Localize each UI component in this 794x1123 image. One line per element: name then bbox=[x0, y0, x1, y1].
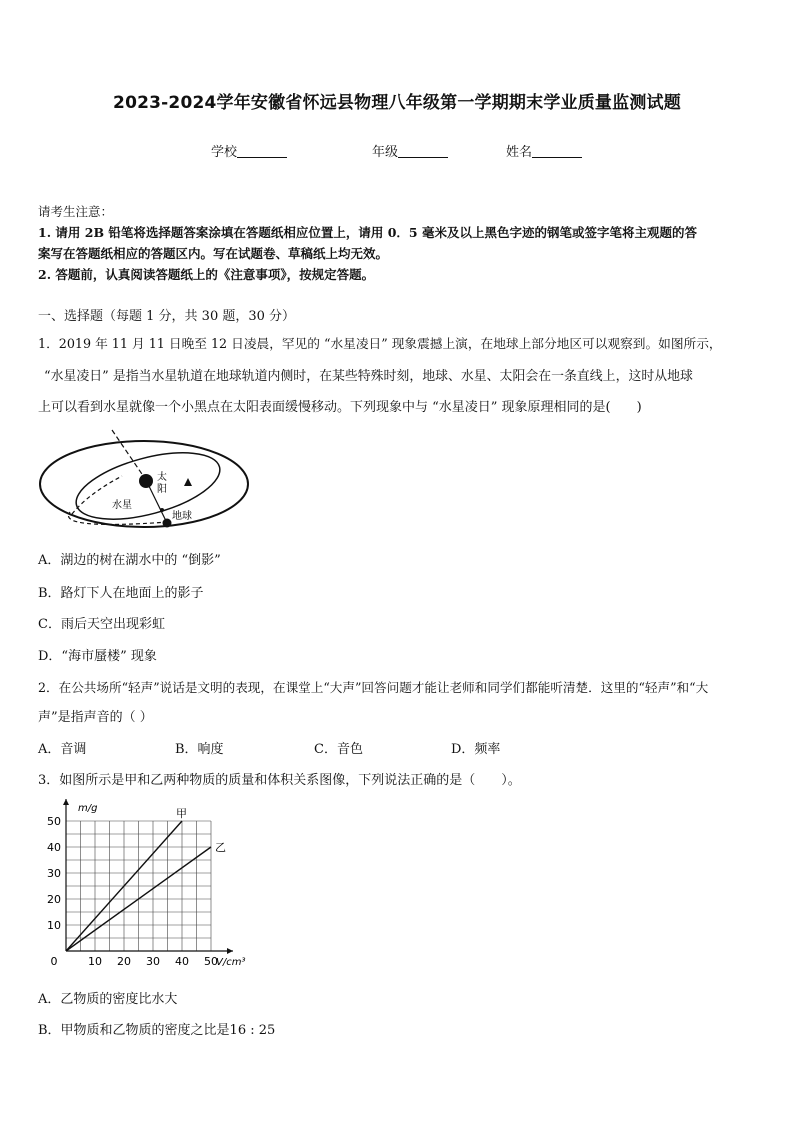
q1-option-a[interactable]: A．湖边的树在湖水中的 “倒影” bbox=[38, 553, 221, 568]
q2-option-c[interactable]: C．音色 bbox=[314, 742, 363, 757]
school-label: 学校 bbox=[211, 145, 238, 160]
y-tick-label: 20 bbox=[47, 893, 61, 906]
mercury-label: 水星 bbox=[112, 500, 132, 511]
earth-label: 地球 bbox=[172, 511, 192, 522]
grade-label: 年级 bbox=[372, 145, 399, 160]
series-label-jia: 甲 bbox=[176, 807, 187, 820]
orbit-diagram bbox=[36, 428, 256, 536]
alignment-line-upper bbox=[112, 430, 146, 480]
school-field bbox=[211, 141, 287, 160]
earth bbox=[163, 519, 172, 528]
y-tick-label: 50 bbox=[47, 815, 61, 828]
sun-label-1: 太 bbox=[157, 472, 167, 483]
notice-line-1: 1. 请用 2B 铅笔将选择题答案涂填在答题纸相应位置上，请用 0．5 毫米及以上黑色字迹的钢笔或签字笔将主观题的答 bbox=[38, 225, 697, 240]
q2-line-2: 声”是指声音的（ ） bbox=[38, 710, 153, 725]
y-axis-label: m/g bbox=[78, 803, 98, 814]
grade-field bbox=[372, 141, 448, 160]
sun-label-2: 阳 bbox=[157, 484, 167, 495]
name-field bbox=[506, 141, 582, 160]
y-tick-label: 10 bbox=[47, 919, 61, 932]
x-axis-arrow bbox=[227, 948, 233, 954]
x-tick-label: 0 bbox=[50, 955, 58, 968]
x-axis-label: V/cm³ bbox=[216, 957, 246, 968]
page-title: 2023-2024学年安徽省怀远县物理八年级第一学期期末学业质量监测试题 bbox=[113, 93, 681, 113]
q1-line-2: “水星凌日” 是指当水星轨道在地球轨道内侧时，在某些特殊时刻，地球、水星、太阳会在一条直线上，这时从地球 bbox=[44, 369, 693, 384]
section-heading: 一、选择题（每题 1 分，共 30 题，30 分） bbox=[38, 309, 296, 324]
mass-volume-chart bbox=[36, 798, 276, 976]
q1-option-b[interactable]: B．路灯下人在地面上的影子 bbox=[38, 586, 204, 601]
x-tick-label: 20 bbox=[117, 955, 131, 968]
q2-option-b[interactable]: B．响度 bbox=[175, 742, 224, 757]
q1-option-d[interactable]: D．“海市蜃楼” 现象 bbox=[38, 649, 157, 664]
notice-line-2: 案写在答题纸相应的答题区内。写在试题卷、草稿纸上均无效。 bbox=[38, 246, 389, 261]
mercury-dot bbox=[160, 508, 164, 512]
y-tick-label: 30 bbox=[47, 867, 61, 880]
sun bbox=[139, 474, 153, 488]
q2-line-1: 2．在公共场所“轻声”说话是文明的表现，在课堂上“大声”回答问题才能让老师和同学们都能听清楚．这里的“轻声”和“大 bbox=[38, 680, 709, 695]
x-tick-label: 30 bbox=[146, 955, 160, 968]
x-tick-label: 10 bbox=[88, 955, 102, 968]
name-label: 姓名 bbox=[506, 145, 533, 160]
grade-blank[interactable] bbox=[398, 144, 448, 158]
y-tick-label: 40 bbox=[47, 841, 61, 854]
q3-option-b[interactable]: B．甲物质和乙物质的密度之比是16 : 25 bbox=[38, 1023, 276, 1038]
q1-line-3: 上可以看到水星就像一个小黑点在太阳表面缓慢移动。下列现象中与 “水星凌日” 现象原理相同的是( ) bbox=[38, 400, 642, 415]
orbit-arrow bbox=[184, 478, 192, 486]
q3-option-a[interactable]: A．乙物质的密度比水大 bbox=[38, 992, 178, 1007]
q2-option-a[interactable]: A．音调 bbox=[38, 742, 87, 757]
q1-option-c[interactable]: C．雨后天空出现彩虹 bbox=[38, 617, 165, 632]
school-blank[interactable] bbox=[237, 144, 287, 158]
x-tick-label: 40 bbox=[175, 955, 189, 968]
notice-line-3: 2. 答题前，认真阅读答题纸上的《注意事项》，按规定答题。 bbox=[38, 267, 375, 282]
x-tick-label: 50 bbox=[204, 955, 218, 968]
q2-option-d[interactable]: D．频率 bbox=[451, 742, 501, 757]
y-axis-arrow bbox=[63, 799, 69, 805]
q1-line-1: 1．2019 年 11 月 11 日晚至 12 日凌晨，罕见的 “水星凌日” 现象震撼上演，在地球上部分地区可以观察到。如图所示， bbox=[38, 336, 722, 351]
name-blank[interactable] bbox=[532, 144, 582, 158]
notice-heading: 请考生注意： bbox=[38, 204, 114, 219]
q3-line-1: 3．如图所示是甲和乙两种物质的质量和体积关系图像，下列说法正确的是（ ）。 bbox=[38, 773, 521, 788]
series-label-yi: 乙 bbox=[215, 841, 226, 854]
